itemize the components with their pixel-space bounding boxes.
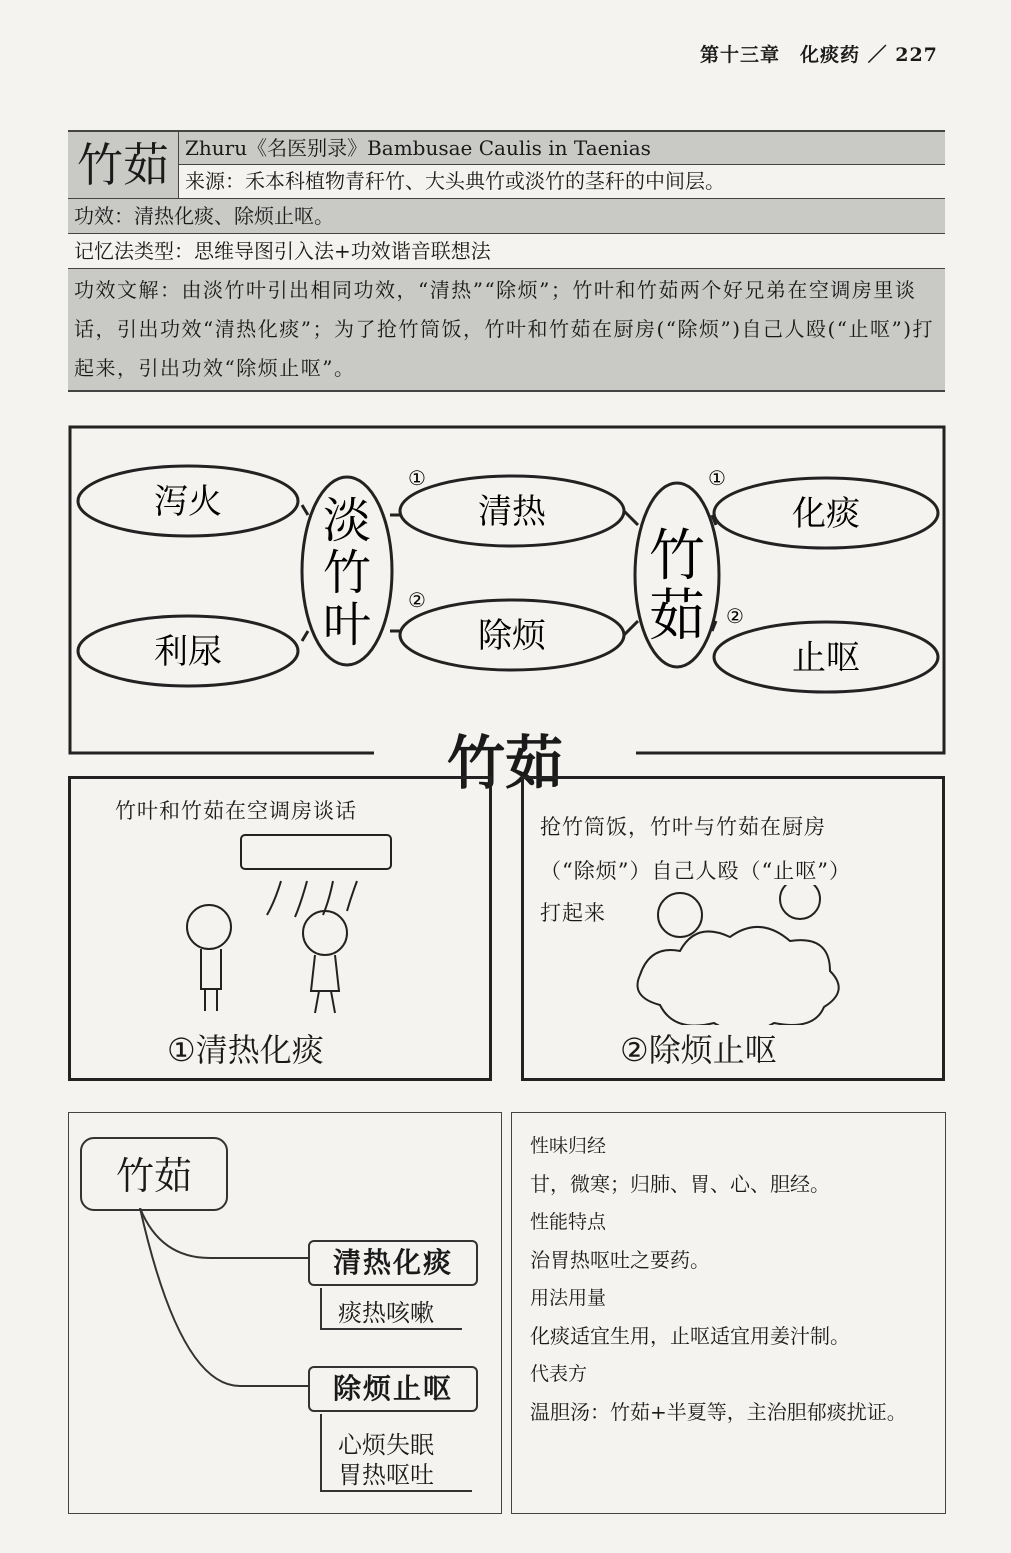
right-center-label — [649, 524, 705, 649]
node-label: 止呕 — [792, 638, 860, 678]
node-label: 除烦 — [478, 616, 546, 656]
herb-name: 竹茹 — [68, 132, 179, 198]
source-text: 来源：禾本科植物青秆竹、大头典竹或淡竹的茎秆的中间层。 — [185, 169, 725, 193]
marker-4: ② — [726, 604, 744, 628]
effect-text: 功效：清热化痰、除烦止呕。 — [68, 199, 945, 234]
tree-root: 竹茹 — [80, 1137, 228, 1211]
panel-1-illustration — [161, 829, 401, 1019]
tree-leaf-group-1 — [320, 1288, 462, 1330]
formula-heading: 代表方 — [530, 1363, 588, 1385]
comic-panel-2 — [521, 776, 945, 1081]
tree-leaf: 胃热呕吐 — [338, 1461, 434, 1489]
tree-leaf: 痰热咳嗽 — [338, 1299, 434, 1327]
panel-2-caption-line-1: 抢竹筒饭，竹叶与竹茹在厨房 — [540, 815, 826, 839]
effect-explanation: 功效文解：由淡竹叶引出相同功效，“清热”“除烦”；竹叶和竹茹两个好兄弟在空调房里谈话，引出功效“清热化痰”；为了抢竹筒饭，竹叶和竹茹在厨房(“除烦”)自己人殴(“止呕”)打起来，引出功效“除烦止呕”。 — [68, 269, 945, 392]
memory-type: 记忆法类型：思维导图引入法+功效谐音联想法 — [68, 234, 945, 269]
comic-title: 竹茹 — [374, 716, 636, 800]
tree-branch-2: 除烦止呕 — [308, 1366, 478, 1412]
panel-2-label: ②除烦止呕 — [620, 1031, 777, 1069]
node-label: 清热 — [478, 492, 546, 532]
left-center-label — [323, 493, 371, 653]
taste-text: 甘，微寒；归肺、胃、心、胆经。 — [530, 1172, 830, 1196]
vertical-char: 茹 — [649, 584, 705, 649]
panel-1-caption: 竹叶和竹茹在空调房谈话 — [115, 799, 357, 823]
usage-text: 化痰适宜生用，止呕适宜用姜汁制。 — [530, 1324, 850, 1348]
usage-heading: 用法用量 — [530, 1287, 607, 1309]
feature-heading: 性能特点 — [530, 1211, 607, 1233]
tree-leaf-group-2 — [320, 1414, 472, 1492]
marker-3: ① — [708, 466, 726, 490]
running-head: 第十三章 化痰药 ／ 227 — [700, 44, 938, 66]
properties-box — [511, 1112, 946, 1514]
vertical-char: 淡 — [322, 493, 372, 549]
comic-panel-1 — [68, 776, 492, 1081]
tree-branch-1: 清热化痰 — [308, 1240, 478, 1286]
air-conditioner-icon — [241, 835, 391, 869]
vertical-char: 竹 — [649, 524, 705, 589]
node-label: 利尿 — [154, 632, 222, 672]
vertical-char: 叶 — [322, 597, 372, 653]
node-label: 化痰 — [792, 494, 860, 534]
formula-text: 温胆汤：竹茹+半夏等，主治胆郁痰扰证。 — [530, 1400, 907, 1424]
marker-1: ① — [408, 466, 426, 490]
marker-2: ② — [408, 588, 426, 612]
feature-text: 治胃热呕吐之要药。 — [530, 1248, 710, 1272]
herb-info-table — [68, 130, 945, 392]
tree-leaf: 心烦失眠 — [338, 1431, 434, 1459]
node-label: 泻火 — [154, 482, 222, 522]
taste-heading: 性味归经 — [530, 1135, 607, 1157]
panel-1-label: ①清热化痰 — [167, 1031, 324, 1069]
vertical-char: 竹 — [322, 545, 372, 601]
latin-name: Zhuru《名医别录》Bambusae Caulis in Taenias — [179, 132, 945, 165]
panel-2-caption-line-3: 打起来 — [540, 901, 606, 925]
panel-2-illustration — [620, 885, 880, 1025]
panel-2-caption-line-2: （“除烦”）自己人殴（“止呕”） — [540, 859, 851, 883]
tree-connectors — [130, 1208, 330, 1408]
mind-map — [68, 425, 946, 755]
